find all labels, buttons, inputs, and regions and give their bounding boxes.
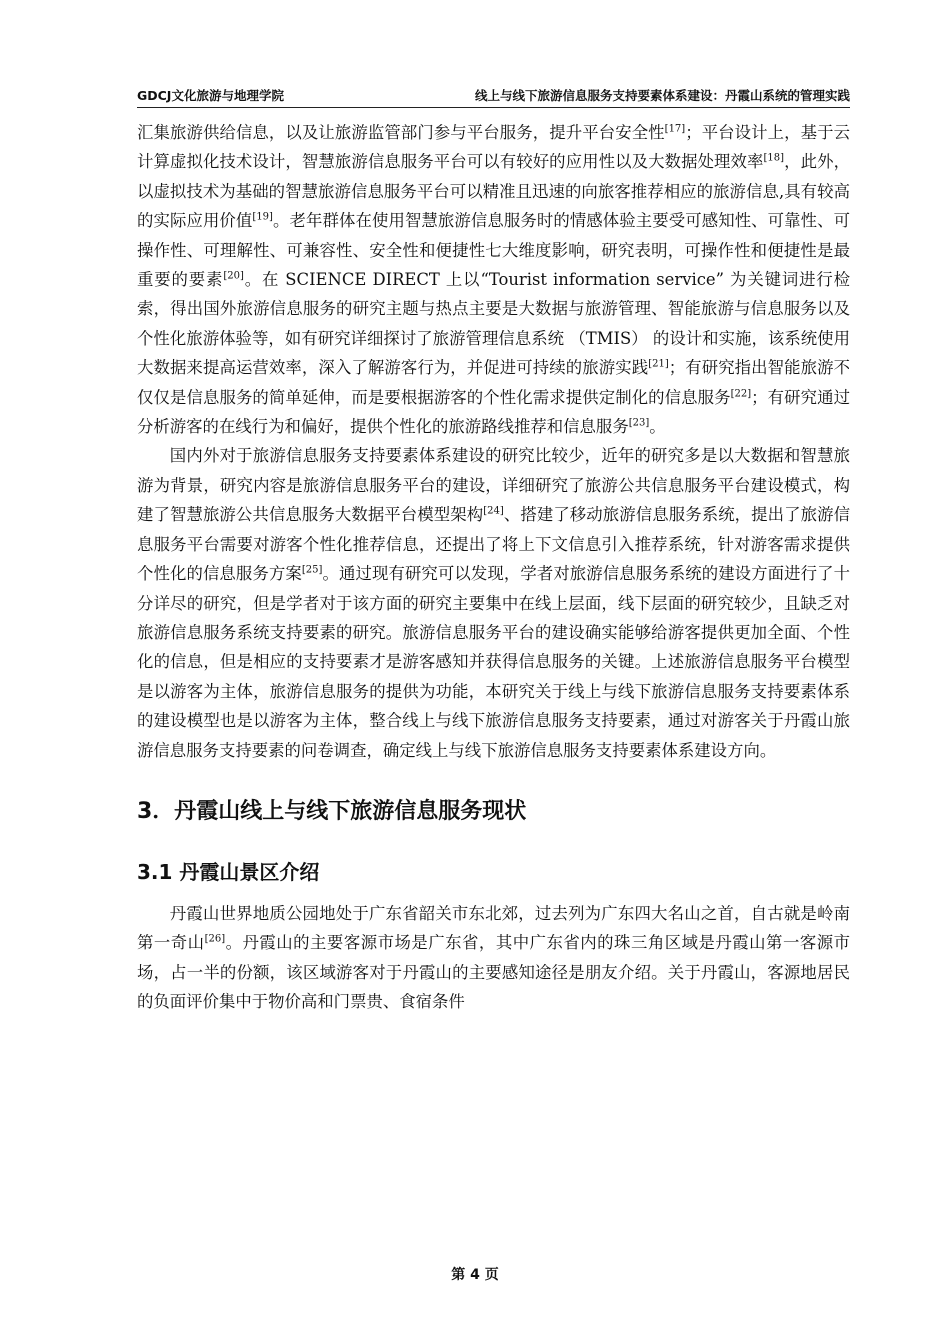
text-span: 、搭建了移动旅游信息服务系统，提出了旅游信息服务平台需要对游客个性化推荐信息，还提出了将上下文信息引入推荐系统，针对游客需求提供个性化的信息服务方案 xyxy=(137,505,850,584)
text-span: ；平台设计上，基于云计算虚拟化技术设计，智慧旅游信息服务平台可以有较好的应用性以及大数据处理效率 xyxy=(137,123,851,172)
citation: [21] xyxy=(648,358,669,370)
section-heading-3: 3．丹霞山线上与线下旅游信息服务现状 xyxy=(137,798,527,824)
citation: [25] xyxy=(301,564,323,576)
body-text xyxy=(137,118,850,1017)
citation: [20] xyxy=(223,270,244,282)
subsection-heading-3-1: 3.1 丹霞山景区介绍 xyxy=(137,859,320,884)
page-number: 第 4 页 xyxy=(451,1267,499,1283)
text-span: ，此外，以虚拟技术为基础的智慧旅游信息服务平台可以精准且迅速的向旅客推荐相应的旅游信息,具有较高的实际应用价值 xyxy=(137,152,851,231)
header-title: 线上与线下旅游信息服务支持要素体系建设：丹霞山系统的管理实践 xyxy=(474,88,850,103)
text-span: 国内外对于旅游信息服务支持要素体系建设的研究比较少，近年的研究多是以大数据和智慧旅游为背景，研究内容是旅游信息服务平台的建设，详细研究了旅游公共信息服务平台建设模式，构建了智慧旅游公共信息服务大数据平台模型架构 xyxy=(137,446,850,525)
text-span: ；有研究通过分析游客的在线行为和偏好，提供个性化的旅游路线推荐和信息服务 xyxy=(137,387,851,437)
text-span: 。在 SCIENCE DIRECT 上以“Tourist information service” 为关键词进行检索，得出国外旅游信息服务的研究主题与热点主要是大数据与旅游管理、智能旅游与信息服务以及个性化旅游体验等，如有研究详细探讨了旅游管理信息系统 （TMIS） 的设计和实施，该系统使用大数据来提高运营效率，深入了解游客行为，并促进可持续的旅游实践 xyxy=(137,270,851,378)
paragraph-3 xyxy=(137,899,850,1017)
text-span: 。丹霞山的主要客源市场是广东省，其中广东省内的珠三角区域是丹霞山第一客源市场，占一半的份额，该区域游客对于丹霞山的主要感知途径是朋友介绍。关于丹霞山，客源地居民的负面评价集中于物价高和门票贵、食宿条件 xyxy=(137,933,851,1012)
text-span: 。 xyxy=(649,417,666,437)
header-institution: GDCJ文化旅游与地理学院 xyxy=(137,88,284,103)
citation: [26] xyxy=(204,933,226,945)
page-header xyxy=(137,78,850,108)
text-span: 汇集旅游供给信息，以及让旅游监管部门参与平台服务，提升平台安全性 xyxy=(137,123,665,142)
citation: [19] xyxy=(252,211,273,223)
text-span: 。老年群体在使用智慧旅游信息服务时的情感体验主要受可感知性、可靠性、可操作性、可理解性、可兼容性、安全性和便捷性七大维度影响，研究表明，可操作性和便捷性是最重要的要素 xyxy=(137,211,851,290)
citation: [23] xyxy=(628,417,650,429)
citation: [22] xyxy=(730,388,752,400)
text-span: 丹霞山世界地质公园地处于广东省韶关市东北郊，过去列为广东四大名山之首，自古就是岭南第一奇山 xyxy=(137,903,850,953)
text-span: ；有研究指出智能旅游不仅仅是信息服务的简单延伸，而是要根据游客的个性化需求提供定制化的信息服务 xyxy=(137,358,851,407)
citation: [17] xyxy=(664,123,686,135)
paragraph-2 xyxy=(137,441,850,764)
citation: [18] xyxy=(763,152,785,164)
paragraph-1 xyxy=(137,118,850,441)
text-span: 。通过现有研究可以发现，学者对旅游信息服务系统的建设方面进行了十分详尽的研究，但是学者对于该方面的研究主要集中在线上层面，线下层面的研究较少，且缺乏对旅游信息服务系统支持要素的研究。旅游信息服务平台的建设确实能够给游客提供更加全面、个性化的信息，但是相应的支持要素才是游客感知并获得信息服务的关键。上述旅游信息服务平台模型是以游客为主体，旅游信息服务的提供为功能，本研究关于线上与线下旅游信息服务支持要素体系的建设模型也是以游客为主体，整合线上与线下旅游信息服务支持要素，通过对游客关于丹霞山旅游信息服务支持要素的问卷调查，确定线上与线下旅游信息服务支持要素体系建设方向。 xyxy=(137,564,850,760)
citation: [24] xyxy=(483,505,504,517)
